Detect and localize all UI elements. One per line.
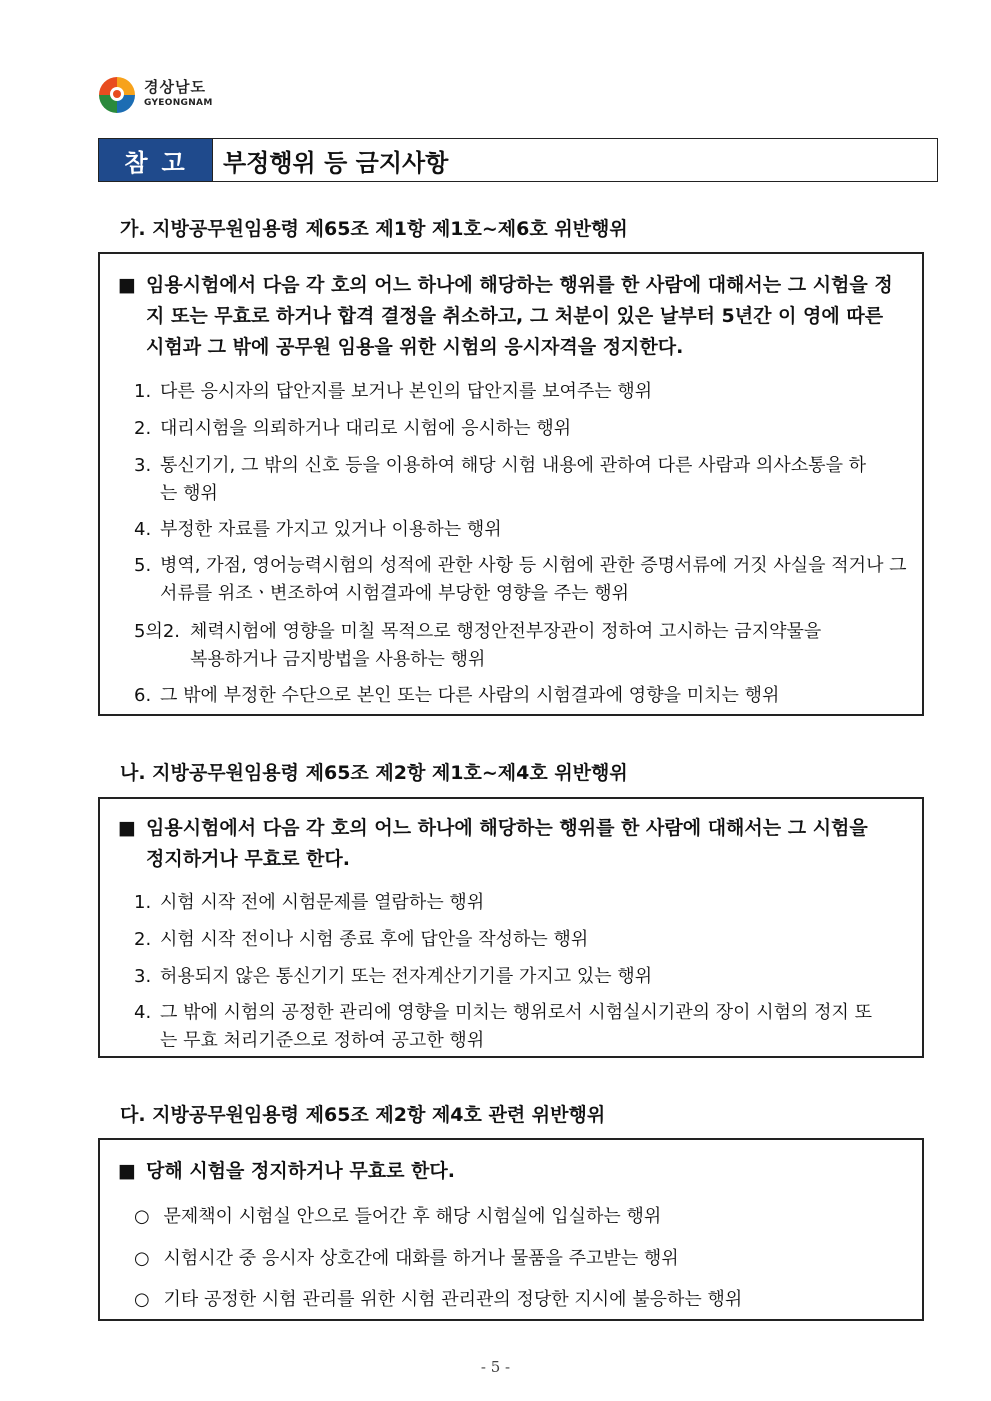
list-item — [134, 415, 908, 443]
section-a-heading: 가. 지방공무원임용령 제65조 제1항 제1호~제6호 위반행위 — [120, 218, 628, 240]
item-text: 문제책이 시험실 안으로 들어간 후 해당 시험실에 입실하는 행위 — [163, 1206, 662, 1227]
gyeongnam-emblem-icon — [96, 73, 138, 115]
section-c-heading: 다. 지방공무원임용령 제65조 제2항 제4호 관련 위반행위 — [120, 1104, 606, 1126]
list-item — [134, 682, 918, 710]
item-number: 2. — [134, 929, 152, 950]
item-text: 그 밖에 부정한 수단으로 본인 또는 다른 사람의 시험결과에 영향을 미치는 행위 — [160, 685, 780, 706]
list-item — [134, 926, 908, 954]
circle-bullet: ○ — [134, 1248, 150, 1269]
page-number: - 5 - — [480, 1358, 511, 1376]
bullet-square: ■ — [118, 274, 136, 296]
item-text: 기타 공정한 시험 관리를 위한 시험 관리관의 정당한 지시에 불응하는 행위 — [163, 1289, 743, 1310]
item-text: 통신기기, 그 밖의 신호 등을 이용하여 해당 시험 내용에 관하여 다른 사람과 의사소통을 하는 행위 — [160, 455, 867, 504]
item-text: 허용되지 않은 통신기기 또는 전자계산기기를 가지고 있는 행위 — [160, 966, 653, 987]
gyeongnam-logo — [96, 72, 213, 116]
item-number: 2. — [134, 418, 152, 439]
item-number: 3. — [134, 966, 152, 987]
item-number: 6. — [134, 685, 152, 706]
page-title: 부정행위 등 금지사항 — [223, 148, 449, 177]
item-number: 3. — [134, 455, 152, 476]
bullet-square: ■ — [118, 1160, 136, 1182]
list-item — [134, 1203, 661, 1231]
section-a-lead-text: 임용시험에서 다음 각 호의 어느 하나에 해당하는 행위를 한 사람에 대해서는 그 시험을 정지 또는 무효로 하거나 합격 결정을 취소하고, 그 처분이 있은 날부터 5년간 이 영에 따른 시험과 그 밖에 공무원 임용을 위한 시험의 응시자격을 정지한다. — [146, 274, 893, 358]
circle-bullet: ○ — [134, 1289, 150, 1310]
item-number: 1. — [134, 892, 152, 913]
title-bar — [98, 138, 938, 182]
item-text: 부정한 자료를 가지고 있거나 이용하는 행위 — [160, 519, 502, 540]
bullet-square: ■ — [118, 817, 136, 839]
list-item — [134, 452, 882, 508]
item-number: 1. — [134, 381, 152, 402]
section-b-lead-text: 임용시험에서 다음 각 호의 어느 하나에 해당하는 행위를 한 사람에 대해서는 그 시험을 정지하거나 무효로 한다. — [146, 817, 868, 870]
section-a-lead — [118, 270, 908, 363]
item-text: 시험 시작 전에 시험문제를 열람하는 행위 — [160, 892, 485, 913]
item-text: 시험 시작 전이나 시험 종료 후에 답안을 작성하는 행위 — [160, 929, 589, 950]
section-b-lead — [118, 813, 882, 875]
item-number: 5. — [134, 555, 152, 576]
list-item — [134, 1245, 679, 1273]
item-text: 대리시험을 의뢰하거나 대리로 시험에 응시하는 행위 — [160, 418, 572, 439]
item-text: 그 밖에 시험의 공정한 관리에 영향을 미치는 행위로서 시험실시기관의 장이 시험의 정지 또는 무효 처리기준으로 정하여 공고한 행위 — [160, 1002, 873, 1051]
item-number: 4. — [134, 1002, 152, 1023]
logo-name-ko: 경상남도 — [144, 78, 206, 96]
section-a-box — [98, 252, 924, 716]
list-item — [134, 999, 882, 1055]
item-text: 시험시간 중 응시자 상호간에 대화를 하거나 물품을 주고받는 행위 — [163, 1248, 679, 1269]
circle-bullet: ○ — [134, 1206, 150, 1227]
item-number: 4. — [134, 519, 152, 540]
list-item — [134, 963, 908, 991]
list-item — [134, 552, 908, 608]
section-b-box — [98, 797, 924, 1058]
list-item — [134, 378, 908, 406]
item-text: 병역, 가점, 영어능력시험의 성적에 관한 사항 등 시험에 관한 증명서류에 거짓 사실을 적거나 그 서류를 위조ㆍ변조하여 시험결과에 부당한 영향을 주는 행위 — [160, 555, 907, 604]
logo-name-en: GYEONGNAM — [144, 98, 213, 108]
title-tag: 참고 — [99, 139, 213, 181]
item-text: 체력시험에 영향을 미칠 목적으로 행정안전부장관이 정하여 고시하는 금지약물을 복용하거나 금지방법을 사용하는 행위 — [190, 621, 822, 670]
list-item — [134, 889, 908, 917]
item-number: 5의2. — [134, 621, 181, 642]
section-c-lead — [118, 1156, 908, 1187]
list-item — [134, 516, 908, 544]
list-item — [134, 618, 842, 674]
section-b-heading: 나. 지방공무원임용령 제65조 제2항 제1호~제4호 위반행위 — [120, 762, 628, 784]
list-item — [134, 1286, 742, 1314]
section-c-lead-text: 당해 시험을 정지하거나 무효로 한다. — [146, 1160, 455, 1182]
item-text: 다른 응시자의 답안지를 보거나 본인의 답안지를 보여주는 행위 — [160, 381, 653, 402]
section-c-box — [98, 1138, 924, 1321]
